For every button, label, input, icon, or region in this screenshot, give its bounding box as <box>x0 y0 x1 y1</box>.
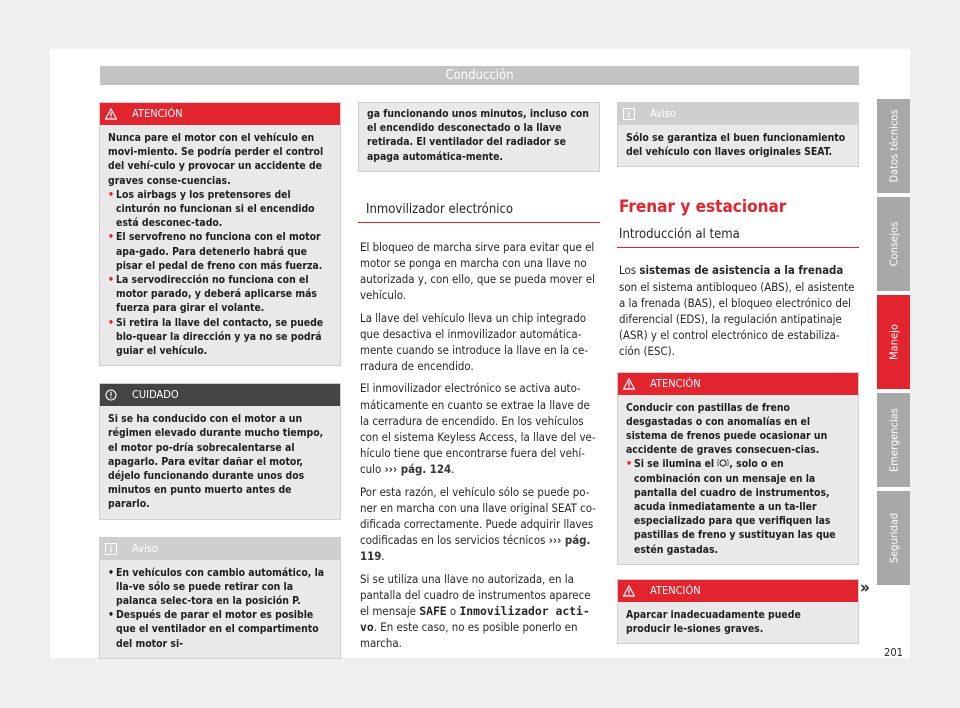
display-message: SAFE <box>419 604 447 619</box>
note-continued-body <box>359 103 599 171</box>
warning-body <box>618 602 858 643</box>
warning-box <box>617 372 859 565</box>
display-message: Inmovilizador acti-vo <box>360 604 590 635</box>
warning-header <box>100 103 340 125</box>
info-icon <box>105 543 117 555</box>
warning-bullet: • El servofreno no funciona con el motor apa-gado. Para detenerlo habrá que pisar el pedal de freno con más fuerza. <box>108 230 330 273</box>
note-body <box>100 560 340 658</box>
caution-circle-icon <box>105 389 117 401</box>
warning-box <box>99 102 341 366</box>
warning-title: ATENCIÓN <box>132 107 183 120</box>
info-icon <box>623 108 635 120</box>
warning-title: ATENCIÓN <box>650 583 701 597</box>
paragraph: La llave del vehículo lleva un chip integrado que desactiva el inmovilizador automática-mente cuando se introduce la llave en la ce-rradura de encendido. <box>360 310 589 374</box>
note-title: Aviso <box>650 107 676 120</box>
paragraph-text: Si se utiliza una llave no autorizada, en la pantalla del cuadro de instrumentos aparece el mensaje <box>360 571 591 619</box>
note-title: Aviso <box>132 541 158 555</box>
note-header <box>618 103 858 125</box>
warning-text: Aparcar inadecuadamente puede producir le-siones graves. <box>626 608 801 636</box>
paragraph: Por esta razón, el vehículo sólo se puede po-ner en marcha con una llave original SEAT co-dificada correctamente. Puede adquirir llaves codificadas en los servicios técnicos ››› pág. 119. <box>360 484 596 564</box>
tab-manejo[interactable] <box>877 295 910 389</box>
middle-column <box>358 102 600 658</box>
caution-body <box>100 406 340 518</box>
warning-title: ATENCIÓN <box>650 376 701 390</box>
warning-header <box>618 580 858 602</box>
note-box <box>99 537 341 659</box>
chapter-heading: Frenar y estacionar <box>619 197 787 218</box>
page-reference-link[interactable]: ››› pág. 119 <box>360 533 591 564</box>
tab-consejos[interactable] <box>877 197 910 291</box>
warning-body <box>618 395 858 564</box>
page-header: Conducción <box>100 66 859 85</box>
warning-bullet: • La servodirección no funciona con el motor parado, y deberá aplicarse más fuerza para girar el volante. <box>108 273 330 316</box>
section-heading: Introducción al tema <box>617 227 859 248</box>
caution-header <box>100 384 340 406</box>
note-bullet: • En vehículos con cambio automático, la lla-ve sólo se puede retirar con la palanca selec-tora en la posición P. <box>108 566 330 609</box>
paragraph-bold: sistemas de asistencia a la frenada <box>639 263 844 278</box>
warning-header <box>618 373 858 395</box>
caution-text: Si se ha conducido con el motor a un régimen elevado durante mucho tiempo, el motor po-dría sobrecalentarse al apagarlo. Para evitar dañar el motor, déjelo funcionando durante unos dos minutos en punto muerto antes de pararlo. <box>108 413 324 511</box>
note-text: Sólo se garantiza el buen funcionamiento del vehículo con llaves originales SEAT. <box>626 132 846 159</box>
warning-bullet <box>626 457 848 556</box>
paragraph-text: Los <box>619 263 640 278</box>
tab-label: Emergencias <box>887 408 900 472</box>
page-number: 201 <box>884 646 903 659</box>
note-continued-text: ga funcionando unos minutos, incluso con el encendido desconectado o la llave retirada. El ventilador del radiador se apaga automática-mente. <box>367 108 589 163</box>
paragraph <box>619 262 859 359</box>
tab-label: Seguridad <box>887 512 900 564</box>
tab-datos-tecnicos[interactable] <box>877 99 910 193</box>
tab-label: Manejo <box>887 324 900 360</box>
paragraph-text: son el sistema antibloqueo (ABS), el asistente a la frenada (BAS), el bloqueo electrónico del diferencial (EDS), la regulación antipatinaje (ASR) y el control electrónico de estabiliza-ción (ESC). <box>619 279 855 359</box>
body-text <box>358 239 600 652</box>
warning-box <box>617 579 859 644</box>
paragraph-text: Por esta razón, el vehículo sólo se puede po-ner en marcha con una llave original SEAT co-dificada correctamente. Puede adquirir llaves codificadas en los servicios técnicos <box>360 484 596 548</box>
warning-intro: Nunca pare el motor con el vehículo en movi-miento. Se podría perder el control del vehí-culo y provocar un accidente de graves conse-cuencias. <box>108 132 324 187</box>
note-body <box>618 125 858 166</box>
paragraph: El inmovilizador electrónico se activa auto-máticamente en cuanto se extrae la llave de la cerradura de encendido. En los vehículos con el sistema Keyless Access, la llave del ve-hículo tiene que encontrarse fuera del vehí-culo ››› pág. 124. <box>360 381 596 477</box>
tab-emergencias[interactable] <box>877 393 910 487</box>
note-bullet: • Después de parar el motor es posible que el ventilador en el compartimento del motor si- <box>108 608 330 651</box>
tab-label: Datos técnicos <box>887 109 900 183</box>
warning-bullet-text: , solo o en combinación con un mensaje en la pantalla del cuadro de instrumentos, acuda inmediatamente a un ta-ller especializado para que verifiquen las pastillas de freno y sustituyan las que estén gastadas. <box>634 458 836 556</box>
note-box <box>617 102 859 167</box>
continue-arrow-icon: » <box>860 578 870 598</box>
paragraph: El bloqueo de marcha sirve para evitar que el motor se ponga en marcha con una llave no autorizada y, con ello, que se pueda mover el vehículo. <box>360 239 595 303</box>
paragraph-text: o <box>446 604 460 619</box>
left-column <box>99 102 341 659</box>
paragraph-text: El inmovilizador electrónico se activa auto-máticamente en cuanto se extrae la llave de la cerradura de encendido. En los vehículos con el sistema Keyless Access, la llave del ve-hículo tiene que encontrarse fuera del vehí-culo <box>360 381 596 477</box>
caution-title: CUIDADO <box>132 388 179 402</box>
warning-triangle-icon <box>623 585 635 597</box>
warning-bullet: • Los airbags y los pretensores del cinturón no funcionan si el encendido está desconec-tado. <box>108 188 330 231</box>
paragraph-text: . En este caso, no es posible ponerlo en marcha. <box>360 620 578 651</box>
caution-box <box>99 383 341 519</box>
page-reference-link[interactable]: ››› pág. 124 <box>384 462 452 477</box>
warning-bullet: • Si retira la llave del contacto, se puede blo-quear la dirección y ya no se podrá guiar el vehículo. <box>108 316 330 359</box>
section-heading: Inmovilizador electrónico <box>358 202 600 223</box>
brake-pad-warning-icon <box>717 458 729 468</box>
warning-intro: Conducir con pastillas de freno desgastadas o con anomalías en el sistema de frenos puede ocasionar un accidente de graves consecuen-cias. <box>626 401 828 457</box>
tab-seguridad[interactable] <box>877 491 910 585</box>
tab-label: Consejos <box>887 221 900 267</box>
note-header <box>100 538 340 560</box>
right-column <box>617 102 859 644</box>
warning-bullet-text: Si se ilumina el <box>634 458 718 471</box>
warning-triangle-icon <box>623 378 635 390</box>
warning-body <box>100 125 340 365</box>
body-text <box>617 262 859 359</box>
warning-triangle-icon <box>105 108 117 120</box>
paragraph <box>360 571 600 652</box>
note-box-continued <box>358 102 600 172</box>
